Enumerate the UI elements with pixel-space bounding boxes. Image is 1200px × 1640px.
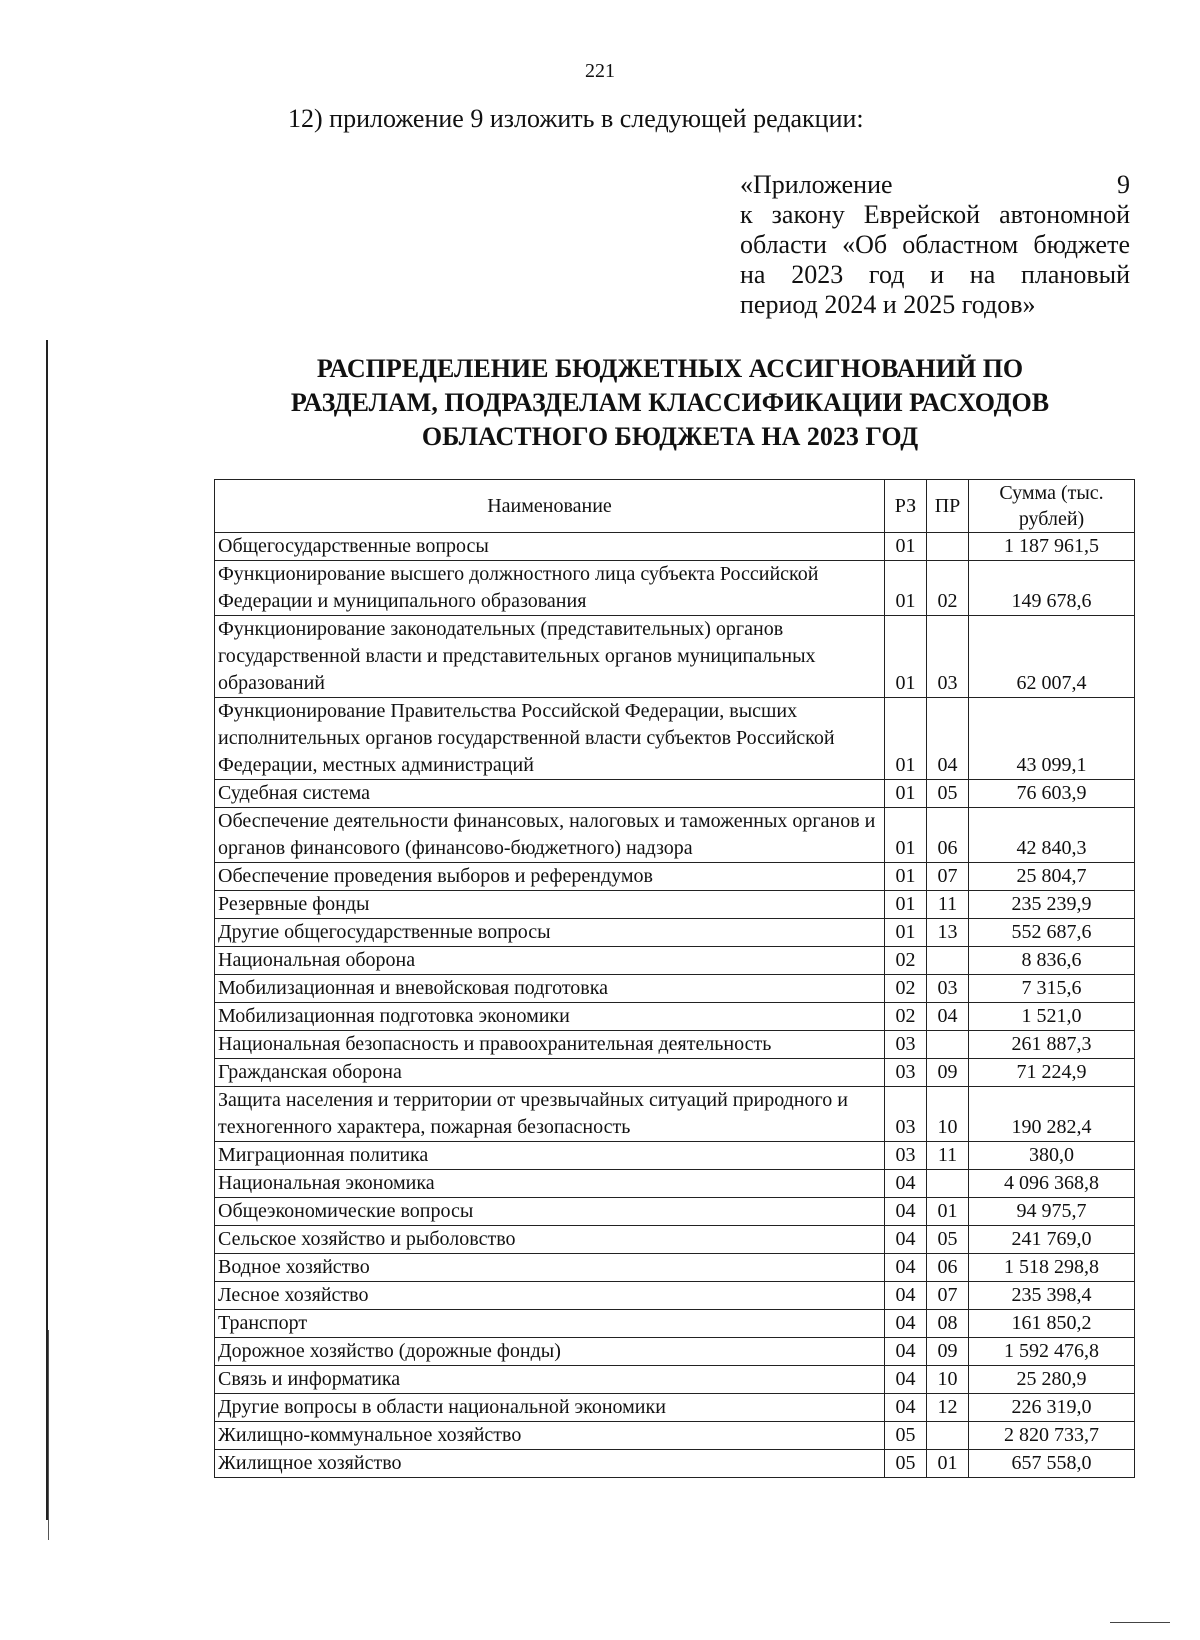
row-pr-cell: 03 (927, 975, 969, 1003)
row-name-cell: Судебная система (215, 780, 885, 808)
row-pr-cell: 09 (927, 1338, 969, 1366)
row-rz-cell: 03 (885, 1087, 927, 1142)
row-name-cell: Защита населения и территории от чрезвычайных ситуаций природного и техногенного характера, пожарная безопасность (215, 1087, 885, 1142)
row-rz-cell: 01 (885, 891, 927, 919)
row-rz-cell: 04 (885, 1198, 927, 1226)
row-name-cell: Сельское хозяйство и рыболовство (215, 1226, 885, 1254)
row-rz-cell: 03 (885, 1059, 927, 1087)
row-rz-cell: 04 (885, 1366, 927, 1394)
row-name-cell: Жилищно-коммунальное хозяйство (215, 1422, 885, 1450)
appendix-line: области «Об областном бюджете (740, 230, 1130, 259)
row-sum-cell: 1 592 476,8 (969, 1338, 1135, 1366)
row-pr-cell: 05 (927, 1226, 969, 1254)
row-pr-cell: 13 (927, 919, 969, 947)
row-name-cell: Обеспечение деятельности финансовых, налоговых и таможенных органов и органов финансового (финансово-бюджетного) надзора (215, 808, 885, 863)
table-row (215, 561, 1135, 616)
header-rz: РЗ (885, 480, 927, 533)
row-rz-cell: 01 (885, 863, 927, 891)
table-row (215, 1031, 1135, 1059)
table-row (215, 698, 1135, 780)
row-rz-cell: 01 (885, 533, 927, 561)
row-name-cell: Лесное хозяйство (215, 1282, 885, 1310)
row-name-cell: Другие вопросы в области национальной экономики (215, 1394, 885, 1422)
row-name-cell: Национальная оборона (215, 947, 885, 975)
row-sum-cell: 149 678,6 (969, 561, 1135, 616)
header-sum: Сумма (тыс. рублей) (969, 480, 1135, 533)
row-name-cell: Водное хозяйство (215, 1254, 885, 1282)
row-sum-cell: 657 558,0 (969, 1450, 1135, 1478)
table-row (215, 975, 1135, 1003)
row-rz-cell: 04 (885, 1394, 927, 1422)
row-pr-cell: 04 (927, 1003, 969, 1031)
table-row (215, 1366, 1135, 1394)
row-pr-cell: 11 (927, 1142, 969, 1170)
instruction-text: 12) приложение 9 изложить в следующей редакции: (288, 104, 864, 133)
row-rz-cell: 02 (885, 947, 927, 975)
row-name-cell: Другие общегосударственные вопросы (215, 919, 885, 947)
appendix-heading (740, 170, 1130, 320)
row-sum-cell: 1 518 298,8 (969, 1254, 1135, 1282)
row-rz-cell: 01 (885, 616, 927, 698)
table-row (215, 1422, 1135, 1450)
row-rz-cell: 01 (885, 698, 927, 780)
budget-table (214, 479, 1135, 1478)
row-name-cell: Жилищное хозяйство (215, 1450, 885, 1478)
table-row (215, 947, 1135, 975)
row-name-cell: Дорожное хозяйство (дорожные фонды) (215, 1338, 885, 1366)
row-rz-cell: 01 (885, 561, 927, 616)
bottom-rule (1110, 1622, 1170, 1623)
table-body (215, 533, 1135, 1478)
row-name-cell: Национальная экономика (215, 1170, 885, 1198)
table-row (215, 863, 1135, 891)
row-rz-cell: 05 (885, 1422, 927, 1450)
row-sum-cell: 552 687,6 (969, 919, 1135, 947)
row-name-cell: Резервные фонды (215, 891, 885, 919)
row-sum-cell: 261 887,3 (969, 1031, 1135, 1059)
row-rz-cell: 04 (885, 1170, 927, 1198)
row-rz-cell: 02 (885, 1003, 927, 1031)
row-pr-cell (927, 1422, 969, 1450)
row-sum-cell: 241 769,0 (969, 1226, 1135, 1254)
row-pr-cell: 08 (927, 1310, 969, 1338)
table-row (215, 1198, 1135, 1226)
table-row (215, 1226, 1135, 1254)
document-title (200, 352, 1140, 454)
row-pr-cell (927, 1031, 969, 1059)
table-row (215, 533, 1135, 561)
row-sum-cell: 94 975,7 (969, 1198, 1135, 1226)
table-row (215, 780, 1135, 808)
row-name-cell: Связь и информатика (215, 1366, 885, 1394)
table-row (215, 1142, 1135, 1170)
row-pr-cell (927, 947, 969, 975)
row-rz-cell: 03 (885, 1031, 927, 1059)
table-row (215, 1003, 1135, 1031)
row-pr-cell: 01 (927, 1198, 969, 1226)
row-sum-cell: 25 804,7 (969, 863, 1135, 891)
row-pr-cell: 07 (927, 1282, 969, 1310)
row-rz-cell: 04 (885, 1282, 927, 1310)
page-number: 221 (585, 60, 615, 82)
title-line: ОБЛАСТНОГО БЮДЖЕТА НА 2023 ГОД (421, 422, 919, 451)
row-pr-cell: 10 (927, 1087, 969, 1142)
table-row (215, 1310, 1135, 1338)
header-pr: ПР (927, 480, 969, 533)
table-row (215, 616, 1135, 698)
appendix-line: период 2024 и 2025 годов» (740, 290, 1036, 319)
row-pr-cell: 05 (927, 780, 969, 808)
margin-line-lower (48, 1330, 49, 1540)
table-row (215, 1338, 1135, 1366)
row-sum-cell: 62 007,4 (969, 616, 1135, 698)
row-sum-cell: 7 315,6 (969, 975, 1135, 1003)
row-pr-cell: 02 (927, 561, 969, 616)
row-name-cell: Общегосударственные вопросы (215, 533, 885, 561)
row-rz-cell: 01 (885, 808, 927, 863)
row-pr-cell: 06 (927, 1254, 969, 1282)
row-sum-cell: 226 319,0 (969, 1394, 1135, 1422)
row-name-cell: Обеспечение проведения выборов и референдумов (215, 863, 885, 891)
row-sum-cell: 235 398,4 (969, 1282, 1135, 1310)
row-pr-cell: 07 (927, 863, 969, 891)
table-row (215, 1282, 1135, 1310)
row-name-cell: Национальная безопасность и правоохранительная деятельность (215, 1031, 885, 1059)
table-row (215, 919, 1135, 947)
row-rz-cell: 02 (885, 975, 927, 1003)
row-sum-cell: 161 850,2 (969, 1310, 1135, 1338)
row-sum-cell: 71 224,9 (969, 1059, 1135, 1087)
table-row (215, 808, 1135, 863)
table-row (215, 1394, 1135, 1422)
row-sum-cell: 2 820 733,7 (969, 1422, 1135, 1450)
appendix-line: «Приложение 9 (740, 170, 1130, 199)
row-name-cell: Функционирование высшего должностного лица субъекта Российской Федерации и муниципального образования (215, 561, 885, 616)
row-sum-cell: 380,0 (969, 1142, 1135, 1170)
row-rz-cell: 04 (885, 1338, 927, 1366)
row-pr-cell: 11 (927, 891, 969, 919)
row-pr-cell: 10 (927, 1366, 969, 1394)
title-line: РАЗДЕЛАМ, ПОДРАЗДЕЛАМ КЛАССИФИКАЦИИ РАСХОДОВ (290, 388, 1050, 417)
row-rz-cell: 01 (885, 780, 927, 808)
row-name-cell: Миграционная политика (215, 1142, 885, 1170)
appendix-line: к закону Еврейской автономной (740, 200, 1130, 229)
row-rz-cell: 04 (885, 1254, 927, 1282)
row-name-cell: Функционирование законодательных (представительных) органов государственной власти и представительных органов муниципальных образований (215, 616, 885, 698)
row-sum-cell: 42 840,3 (969, 808, 1135, 863)
title-line: РАСПРЕДЕЛЕНИЕ БЮДЖЕТНЫХ АССИГНОВАНИЙ ПО (316, 354, 1024, 383)
row-sum-cell: 8 836,6 (969, 947, 1135, 975)
row-sum-cell: 43 099,1 (969, 698, 1135, 780)
row-rz-cell: 03 (885, 1142, 927, 1170)
row-sum-cell: 76 603,9 (969, 780, 1135, 808)
row-name-cell: Транспорт (215, 1310, 885, 1338)
row-sum-cell: 1 521,0 (969, 1003, 1135, 1031)
table-row (215, 1059, 1135, 1087)
row-pr-cell: 01 (927, 1450, 969, 1478)
table-row (215, 1254, 1135, 1282)
row-pr-cell (927, 533, 969, 561)
row-rz-cell: 01 (885, 919, 927, 947)
row-name-cell: Общеэкономические вопросы (215, 1198, 885, 1226)
table-row (215, 1170, 1135, 1198)
header-name: Наименование (215, 480, 885, 533)
row-sum-cell: 235 239,9 (969, 891, 1135, 919)
row-rz-cell: 04 (885, 1226, 927, 1254)
row-rz-cell: 04 (885, 1310, 927, 1338)
row-sum-cell: 1 187 961,5 (969, 533, 1135, 561)
row-pr-cell: 06 (927, 808, 969, 863)
row-sum-cell: 190 282,4 (969, 1087, 1135, 1142)
row-sum-cell: 25 280,9 (969, 1366, 1135, 1394)
row-pr-cell: 04 (927, 698, 969, 780)
row-name-cell: Мобилизационная и вневойсковая подготовка (215, 975, 885, 1003)
row-rz-cell: 05 (885, 1450, 927, 1478)
row-name-cell: Функционирование Правительства Российской Федерации, высших исполнительных органов государственной власти субъектов Российской Федерации, местных администраций (215, 698, 885, 780)
row-name-cell: Гражданская оборона (215, 1059, 885, 1087)
appendix-line: на 2023 год и на плановый (740, 260, 1130, 289)
table-header-row (215, 480, 1135, 533)
row-pr-cell: 12 (927, 1394, 969, 1422)
row-pr-cell: 09 (927, 1059, 969, 1087)
table-row (215, 891, 1135, 919)
row-pr-cell: 03 (927, 616, 969, 698)
row-sum-cell: 4 096 368,8 (969, 1170, 1135, 1198)
row-pr-cell (927, 1170, 969, 1198)
table-row (215, 1087, 1135, 1142)
row-name-cell: Мобилизационная подготовка экономики (215, 1003, 885, 1031)
table-row (215, 1450, 1135, 1478)
